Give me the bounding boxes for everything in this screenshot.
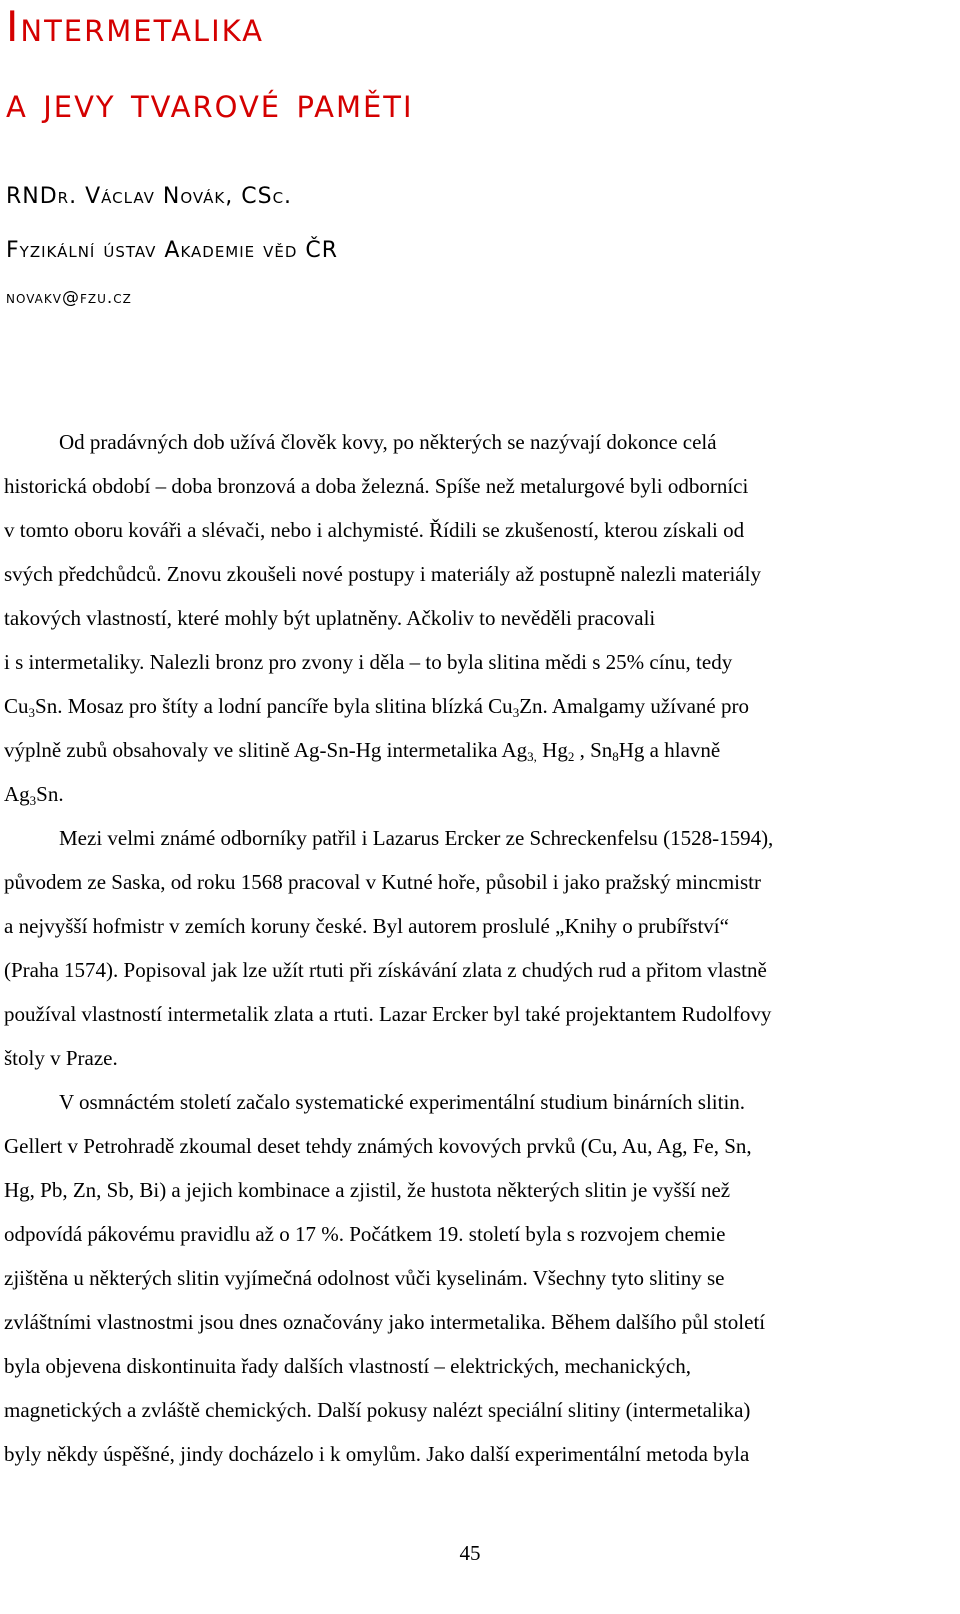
- paragraph-line: [4, 684, 934, 728]
- paragraph-line: i s intermetaliky. Nalezli bronz pro zvony i děla – to byla slitina mědi s 25% cínu, tedy: [4, 650, 733, 674]
- paragraph-line: (Praha 1574). Popisoval jak lze užít rtuti při získávání zlata z chudých rud a přitom vlastně: [4, 958, 767, 982]
- paragraph-line: odpovídá pákovému pravidlu až o 17 %. Počátkem 19. století byla s rozvojem chemie: [4, 1222, 726, 1246]
- subscript: 8: [612, 749, 619, 764]
- paragraph-line: štoly v Praze.: [4, 1046, 118, 1070]
- line-text: výplně zubů obsahovaly ve slitině Ag-Sn-Hg intermetalika Ag: [4, 738, 528, 762]
- paragraph-line: zvláštními vlastnostmi jsou dnes označovány jako intermetalika. Během dalšího půl století: [4, 1310, 766, 1334]
- paragraph-line: Hg, Pb, Zn, Sb, Bi) a jejich kombinace a zjistil, že hustota některých slitin je vyšší než: [4, 1178, 731, 1202]
- line-text: Hg a hlavně: [618, 738, 721, 762]
- author-name: RNDr. Václav Novák, CSc.: [6, 184, 293, 209]
- page-number: 45: [459, 1541, 481, 1565]
- paragraph-line: Gellert v Petrohradě zkoumal deset tehdy známých kovových prvků (Cu, Au, Ag, Fe, Sn,: [4, 1134, 752, 1158]
- formula-text: Sn.: [36, 782, 64, 806]
- formula-text: Cu: [4, 694, 29, 718]
- paragraph-line: [4, 772, 934, 816]
- paragraph-line: Mezi velmi známé odborníky patřil i Lazarus Ercker ze Schreckenfelsu (1528-1594),: [59, 826, 774, 850]
- author-email: novakv@fzu.cz: [6, 288, 132, 308]
- subscript: 3,: [527, 749, 537, 764]
- paragraph-line: takových vlastností, které mohly být uplatněny. Ačkoliv to nevěděli pracovali: [4, 606, 656, 630]
- paragraph-line: Od pradávných dob užívá člověk kovy, po některých se nazývají dokonce celá: [59, 430, 717, 454]
- formula-text: , Sn: [574, 738, 613, 762]
- paragraph-line: původem ze Saska, od roku 1568 pracoval v Kutné hoře, působil i jako pražský mincmistr: [4, 870, 762, 894]
- line-text: Sn. Mosaz pro štíty a lodní pancíře byla slitina blízká Cu: [35, 694, 513, 718]
- subscript: 3: [28, 705, 36, 720]
- paragraph-1: [4, 420, 934, 816]
- paragraph-2: [4, 816, 934, 1080]
- paragraph-line: zjištěna u některých slitin vyjímečná odolnost vůči kyselinám. Všechny tyto slitiny se: [4, 1266, 725, 1290]
- paragraph-line: používal vlastností intermetalik zlata a rtuti. Lazar Ercker byl také projektantem Rudolfovy: [4, 1002, 772, 1026]
- paragraph-line: historická období – doba bronzová a doba železná. Spíše než metalurgové byli odborníci: [4, 474, 749, 498]
- formula-text: Ag: [4, 782, 30, 806]
- formula-text: Hg: [536, 738, 568, 762]
- subscript: 2: [567, 749, 575, 764]
- article-body: [4, 420, 934, 1476]
- paragraph-line: [4, 728, 934, 772]
- paragraph-line: a nejvyšší hofmistr v zemích koruny české. Byl autorem proslulé „Knihy o prubířství“: [4, 914, 729, 938]
- author-institute: Fyzikální ústav Akademie věd ČR: [6, 238, 339, 263]
- paragraph-line: byla objevena diskontinuita řady dalších vlastností – elektrických, mechanických,: [4, 1354, 691, 1378]
- paragraph-3: [4, 1080, 934, 1476]
- line-text: Zn. Amalgamy užívané pro: [519, 694, 749, 718]
- subscript: 3: [512, 705, 520, 720]
- paragraph-line: svých předchůdců. Znovu zkoušeli nové postupy i materiály až postupně nalezli materiály: [4, 562, 761, 586]
- title-line-1: Intermetalika: [6, 2, 264, 51]
- paragraph-line: byly někdy úspěšné, jindy docházelo i k omylům. Jako další experimentální metoda byla: [4, 1442, 750, 1466]
- paragraph-line: magnetických a zvláště chemických. Další pokusy nalézt speciální slitiny (intermetalika): [4, 1398, 751, 1422]
- subscript: 3: [29, 793, 37, 808]
- title-line-2: a jevy tvarové paměti: [6, 78, 414, 127]
- paragraph-line: v tomto oboru kováři a slévači, nebo i alchymisté. Řídili se zkušeností, kterou získali od: [4, 518, 745, 542]
- paragraph-line: V osmnáctém století začalo systematické experimentální studium binárních slitin.: [59, 1090, 746, 1114]
